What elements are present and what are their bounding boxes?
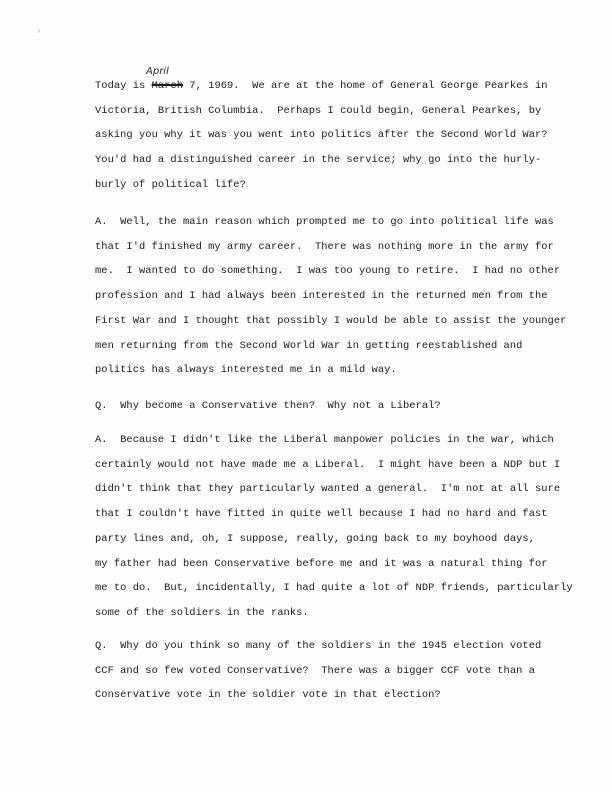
answer-one-line: me. I wanted to do something. I was too young to retire. I had no other — [95, 265, 561, 278]
handwritten-month-correction: April — [146, 66, 169, 77]
question-two-line: Q. Why become a Conservative then? Why not a Liberal? — [95, 400, 441, 412]
answer-two-line: some of the soldiers in the ranks. — [95, 606, 309, 619]
question-three-line: Conservative vote in the soldier vote in that election? — [95, 689, 441, 702]
answer-one-line: A. Well, the main reason which prompted me to go into political life was — [95, 216, 554, 228]
question-three-line: CCF and so few voted Conservative? There was a bigger CCF vote than a — [95, 664, 535, 677]
answer-two-line: A. Because I didn't like the Liberal manpower policies in the war, which — [95, 434, 554, 446]
answer-one-line: profession and I had always been interested in the returned men from the — [95, 290, 548, 303]
answer-two — [95, 428, 573, 626]
answer-one — [95, 210, 565, 383]
answer-two-line: me to do. But, incidentally, I had quite a lot of NDP friends, particularly — [95, 582, 573, 595]
intro-question — [95, 74, 565, 198]
margin-mark: › — [36, 26, 42, 36]
question-three-line: Q. Why do you think so many of the soldiers in the 1945 election voted — [95, 640, 542, 652]
intro-line: asking you why it was you went into politics after the Second World War? — [95, 129, 548, 142]
answer-one-line: politics has always interested me in a mild way. — [95, 364, 397, 377]
answer-one-line: First War and I thought that possibly I would be able to assist the younger — [95, 314, 567, 327]
question-three — [95, 634, 565, 708]
answer-two-line: my father had been Conservative before me and it was a natural thing for — [95, 557, 548, 570]
answer-one-line: men returning from the Second World War in getting reestablished and — [95, 339, 523, 352]
intro-line: Victoria, British Columbia. Perhaps I could begin, General Pearkes, by — [95, 104, 542, 117]
answer-two-line: that I couldn't have fitted in quite well because I had no hard and fast — [95, 508, 548, 521]
answer-two-line: party lines and, oh, I suppose, really, going back to my boyhood days, — [95, 532, 535, 545]
struck-out-month: March — [151, 80, 184, 92]
answer-two-line: didn't think that they particularly wanted a general. I'm not at all sure — [95, 483, 561, 496]
intro-line: You'd had a distinguished career in the service; why go into the hurly- — [95, 154, 542, 167]
answer-two-line: certainly would not have made me a Liberal. I might have been a NDP but I — [95, 458, 561, 471]
question-two — [95, 394, 565, 419]
intro-first-line: Today is March 7, 1969. We are at the home of General George Pearkes in — [95, 80, 548, 92]
answer-one-line: that I'd finished my army career. There was nothing more in the army for — [95, 240, 554, 253]
intro-line: burly of political life? — [95, 178, 246, 191]
